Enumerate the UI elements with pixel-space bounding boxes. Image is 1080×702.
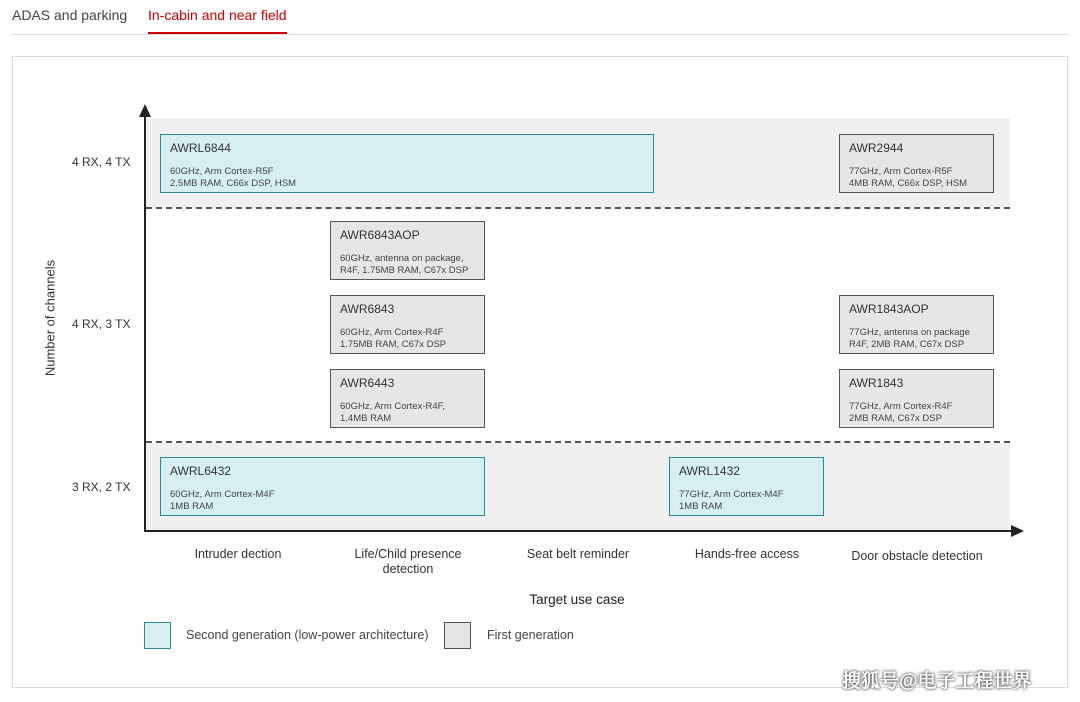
tab-in-cabin-and-near-field[interactable]: In-cabin and near field [148, 7, 287, 23]
x-axis-arrow-icon [1011, 525, 1024, 537]
watermark: 搜狐号@电子工程世界 [842, 671, 1032, 692]
chip-card-awr6443[interactable] [330, 369, 485, 428]
chip-name: AWR1843AOP [849, 302, 929, 316]
chip-card-awr1843[interactable] [839, 369, 994, 428]
x-tick-label: Door obstacle detection [851, 549, 983, 563]
chip-card-awrl6844[interactable] [160, 134, 654, 193]
chip-description: 77GHz, Arm Cortex-R4F 2MB RAM, C67x DSP [849, 401, 953, 424]
chip-description: 60GHz, Arm Cortex-M4F 1MB RAM [170, 489, 275, 512]
chip-card-awr6843[interactable] [330, 295, 485, 354]
chip-description: 77GHz, antenna on package R4F, 2MB RAM, C67x DSP [849, 327, 970, 350]
chip-description: 60GHz, Arm Cortex-R4F, 1.4MB RAM [340, 401, 446, 424]
chip-description: 77GHz, Arm Cortex-M4F 1MB RAM [679, 489, 784, 512]
y-tick-label: 4 RX, 4 TX [72, 155, 131, 169]
chip-name: AWR2944 [849, 141, 904, 155]
y-axis-line [144, 112, 146, 532]
legend-swatch-second-generation [144, 622, 171, 649]
x-axis-line [144, 530, 1014, 532]
chip-card-awrl1432[interactable] [669, 457, 824, 516]
chip-name: AWR6843 [340, 302, 395, 316]
x-tick-label: Hands-free access [694, 547, 800, 561]
chip-name: AWRL6844 [170, 141, 231, 155]
row-divider-bottom [146, 441, 1010, 443]
y-axis-arrow-icon [139, 104, 151, 117]
legend-label-second-generation: Second generation (low-power architecture) [186, 628, 429, 642]
x-tick-label: Intruder dection [194, 547, 282, 561]
chip-card-awrl6432[interactable] [160, 457, 485, 516]
tab-bar [12, 0, 1068, 35]
chip-name: AWR6843AOP [340, 228, 420, 242]
chip-card-awr2944[interactable] [839, 134, 994, 193]
x-tick-label: Life/Child presence detection [354, 547, 462, 576]
chip-description: 60GHz, antenna on package, R4F, 1.75MB RAM, C67x DSP [340, 253, 469, 276]
chip-name: AWR1843 [849, 376, 904, 390]
chip-name: AWR6443 [340, 376, 395, 390]
chip-name: AWRL1432 [679, 464, 740, 478]
y-axis-title: Number of channels [42, 259, 58, 377]
chip-name: AWRL6432 [170, 464, 231, 478]
y-tick-label: 4 RX, 3 TX [72, 317, 131, 331]
x-tick-label: Seat belt reminder [526, 547, 630, 561]
chip-description: 60GHz, Arm Cortex-R4F 1.75MB RAM, C67x DSP [340, 327, 447, 350]
y-tick-label: 3 RX, 2 TX [72, 480, 131, 494]
chip-description: 77GHz, Arm Cortex-R5F 4MB RAM, C66x DSP, HSM [849, 166, 968, 189]
chip-description: 60GHz, Arm Cortex-R5F 2.5MB RAM, C66x DSP, HSM [170, 166, 297, 189]
x-axis-title: Target use case [529, 592, 625, 607]
legend-label-first-generation: First generation [487, 628, 574, 642]
row-divider-top [146, 207, 1010, 209]
chip-card-awr1843aop[interactable] [839, 295, 994, 354]
legend-swatch-first-generation [444, 622, 471, 649]
tab-adas-and-parking[interactable]: ADAS and parking [12, 7, 128, 23]
chip-card-awr6843aop[interactable] [330, 221, 485, 280]
